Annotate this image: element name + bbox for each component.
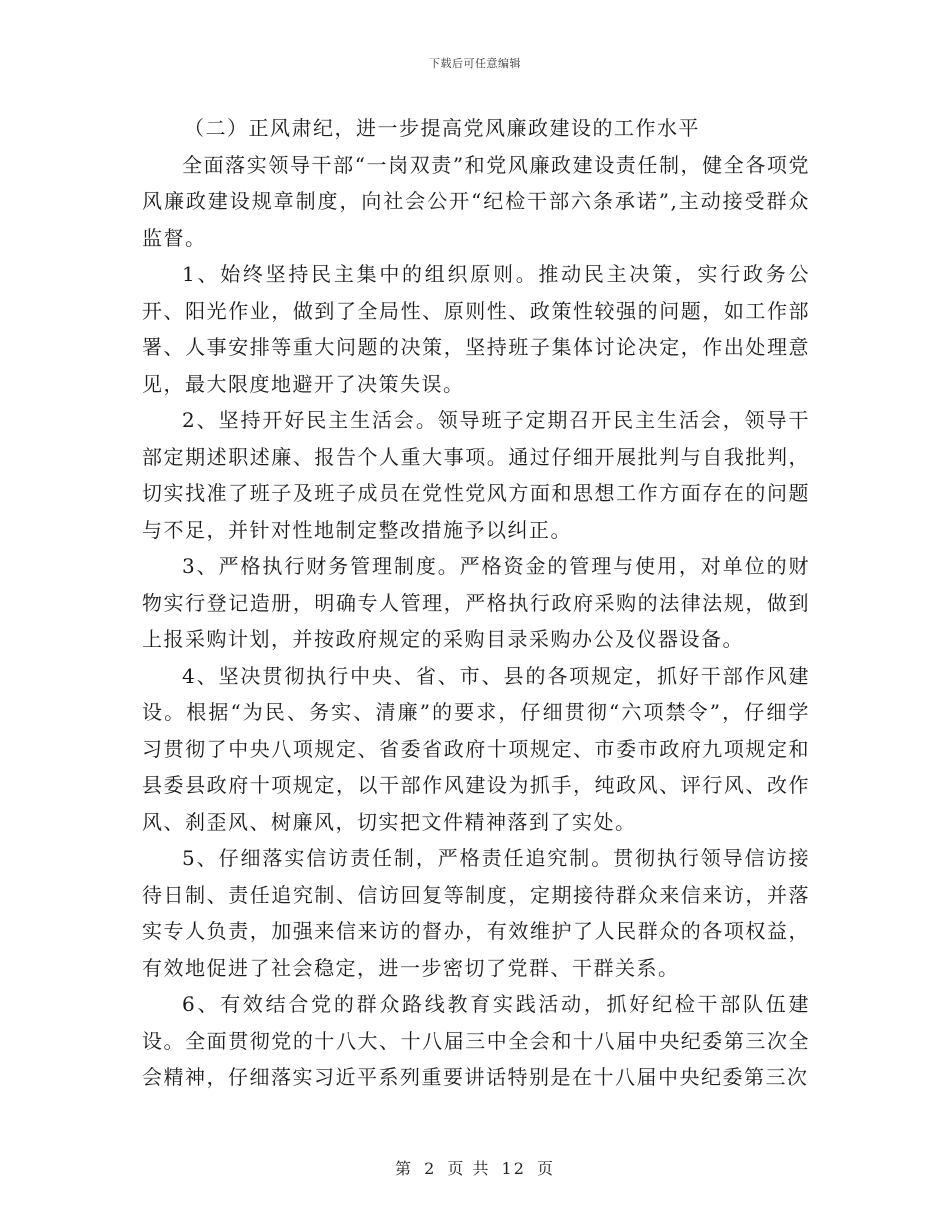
paragraph-item-1: 1、始终坚持民主集中的组织原则。推动民主决策，实行政务公开、阳光作业，做到了全局性、原则性、政策性较强的问题，如工作部署、人事安排等重大问题的决策，坚持班子集体讨论决定，作出处理意见，最大限度地避开了决策失误。 (142, 262, 810, 396)
page-middle: 页 共 (447, 1159, 491, 1178)
paragraph-item-6: 6、有效结合党的群众路线教育实践活动，抓好纪检干部队伍建设。全面贯彻党的十八大、十八届三中全会和十八届中央纪委第三次全会精神，仔细落实习近平系列重要讲话特别是在十八届中央纪委第三次 (142, 992, 810, 1089)
paragraph-item-2: 2、坚持开好民主生活会。领导班子定期召开民主生活会，领导干部定期述职述廉、报告个人重大事项。通过仔细开展批判与自我批判，切实找准了班子及班子成员在党性党风方面和思想工作方面存在的问题与不足，并针对性地制定整改措施予以纠正。 (142, 408, 810, 542)
document-body (142, 110, 810, 1096)
section-heading: （二）正风肃纪，进一步提高党风廉政建设的工作水平 (184, 116, 700, 140)
page-header-note: 下载后可任意编辑 (429, 57, 521, 70)
page-total: 12 (501, 1159, 526, 1178)
paragraph-intro: 全面落实领导干部“一岗双责”和党风廉政建设责任制，健全各项党风廉政建设规章制度，向社会公开“纪检干部六条承诺”,主动接受群众监督。 (142, 152, 810, 250)
page-current: 2 (424, 1159, 437, 1178)
page-footer (0, 1156, 950, 1179)
paragraph-item-5: 5、仔细落实信访责任制，严格责任追究制。贯彻执行领导信访接待日制、责任追究制、信访回复等制度，定期接待群众来信来访，并落实专人负责，加强来信来访的督办，有效维护了人民群众的各项权益，有效地促进了社会稳定，进一步密切了党群、干群关系。 (142, 846, 810, 980)
page-prefix: 第 (394, 1159, 413, 1178)
paragraph-item-3: 3、严格执行财务管理制度。严格资金的管理与使用，对单位的财物实行登记造册，明确专人管理，严格执行政府采购的法律法规，做到上报采购计划，并按政府规定的采购目录采购办公及仪器设备。 (142, 554, 810, 651)
page-suffix: 页 (537, 1159, 556, 1178)
paragraph-item-4: 4、坚决贯彻执行中央、省、市、县的各项规定，抓好干部作风建设。根据“为民、务实、清廉”的要求，仔细贯彻“六项禁令”，仔细学习贯彻了中央八项规定、省委省政府十项规定、市委市政府九项规定和县委县政府十项规定，以干部作风建设为抓手，纯政风、评行风、改作风、刹歪风、树廉风，切实把文件精神落到了实处。 (142, 663, 810, 834)
